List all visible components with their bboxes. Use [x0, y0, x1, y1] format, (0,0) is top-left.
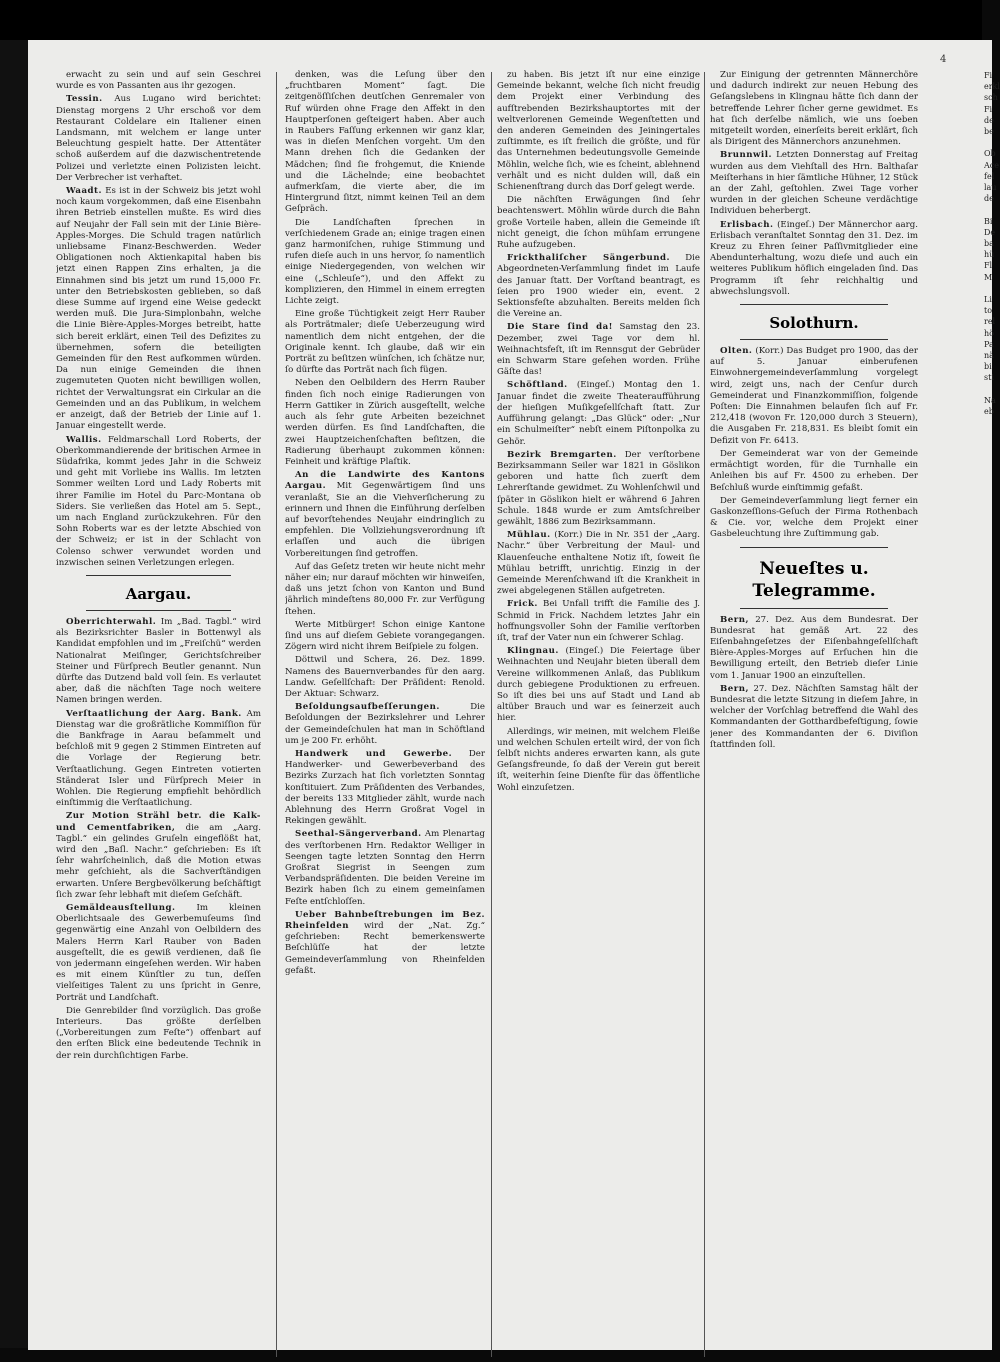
- paragraph-text: (Eingeſ.) Der Männerchor aarg. Erlisbach veranſtaltet Sonntag den 31. Dez. im Kreuz zu Ehren ſeiner Paſſivmitglieder eine Abendunterhaltung, wozu dieſe und auch ein weiteres Publikum höflich eingeladen ſind. Das Programm iſt ſehr reichhaltig und abwechslungsvoll.: [710, 219, 918, 297]
- section-divider: [740, 339, 888, 340]
- section-divider: [86, 575, 231, 576]
- paragraph: [285, 702, 485, 747]
- paragraph-text: (Korr.) Die in Nr. 351 der „Aarg. Nachr.“ über Verbreitung der Maul- und Klauenſeuche enthaltene Notiz iſt, ſoweit ſie Mühlau betrifft, unrichtig. Einzig in der Gemeinde Merenſchwand iſt die Krankheit in zwei abgelegenen Ställen aufgetreten.: [497, 530, 700, 597]
- paragraph-heading: An die Landwirte des Kantons Aargau.: [285, 470, 485, 492]
- paragraph: [497, 253, 700, 320]
- paragraph: [710, 684, 918, 751]
- paragraph: [497, 599, 700, 644]
- paragraph-heading: Olten.: [720, 346, 753, 357]
- paragraph-heading: Waadt.: [66, 186, 103, 197]
- paragraph-heading: Frick.: [507, 599, 538, 610]
- paragraph: [710, 150, 918, 217]
- section-divider: [86, 610, 231, 611]
- section-heading-news: Neueſtes u. Telegramme.: [752, 558, 876, 601]
- column-2: [285, 70, 485, 1360]
- paragraph: [56, 709, 261, 810]
- paragraph-heading: Bern,: [720, 614, 749, 625]
- paragraph-heading: Bern,: [720, 683, 749, 694]
- paragraph-text: Am Dienstag war die großrätliche Kommiſſion für die Bankfrage in Aarau beſammelt und beſchloß mit 9 gegen 2 Stimmen Eintreten auf die Vorlage der Regierung betr. Verſtaatlichung. Gegen Eintreten votierten Ständerat Isler und Fürſprech Meier in Wohlen. Die Regierung empfiehlt behördlich einſtimmig die Verſtaatlichung.: [56, 708, 261, 809]
- paragraph-text: Am Plenartag des verſtorbenen Hrn. Redaktor Welliger in Seengen tagte letzten Sonntag den Herrn Großrat Siegrist in Seengen zum Verbandspräſidenten. Die beiden Vereine im Bezirk haben ſich zu einem gemeinſamen Feſte entſchloſſen.: [285, 829, 485, 907]
- paragraph-text: Mit Gegenwärtigem ſind uns veranlaßt, Sie an die Viehverſicherung zu erinnern und Ihnen die Einführung derſelben auf bevorſtehendes Neujahr eindringlich zu empfehlen. Die Vollziehungsverordnung iſt erlaſſen und auch die übrigen Vorbereitungen ſind getroffen.: [285, 481, 485, 559]
- paragraph-heading: Mühlau.: [507, 530, 551, 541]
- paragraph-heading: Gemäldeausſtellung.: [66, 903, 176, 914]
- paragraph-text: Es ist in der Schweiz bis jetzt wohl noch kaum vorgekommen, daß eine Eisenbahn ihren Betrieb einstellen mußte. Es wird dies auf Neujahr der Fall sein mit der Linie Bière-Apples-Morges. Die Schuld tragen natürlich unliebsame Finanz-Beschwerden. Weder Obligationen noch Aktienkapital haben bis jetzt einen Rappen Zins erhalten, ja die Einnahmen sind bis jetzt um rund 15,000 Fr. unter den Betriebskosten geblieben, so daß diese Summe auf irgend eine Weise gedeckt werden muß. Die Jura-Simplonbahn, welche die Linie Bière-Apples-Morges betreibt, hatte sich bereit erklärt, einen Teil des Defizites zu übernehmen, sofern die beteiligten Gemeinden für den Rest aufkommen würden. Da nun einige Gemeinden die ihnen zugemuteten Quoten nicht bewilligen wollen, richtet der Verwaltungsrat ein Cirkular an die Gemeinden und an das Publikum, in welchem er anzeigt, daß der Betrieb der Linie auf 1. Januar eingestellt werde.: [56, 186, 261, 432]
- paragraph: [497, 450, 700, 528]
- left-edge-shadow: [0, 0, 28, 1362]
- paragraph-heading: Schöftland.: [507, 380, 568, 391]
- column-rule: [276, 72, 277, 1357]
- paragraph-text: 27. Dez. Nächſten Samstag hält der Bundesrat die letzte Sitzung in dieſem Jahre, in welcher der Vorſchlag betreffend die Wahl des Kommandanten der Gotthardbefeſtigung, ſowie jener des Kommandanten der 6. Diviſion ſtattfinden ſoll.: [710, 683, 918, 750]
- paragraph-heading: Bezirk Bremgarten.: [507, 449, 617, 460]
- paragraph-text: Bei Unfall trifft die Familie des J. Schmid in Frick. Nachdem letztes Jahr ein hoffnungsvoller Sohn der Familie verſtorben iſt, traf der Vater nun ein ſchwerer Schlag.: [497, 599, 700, 643]
- paragraph: Döttwil und Schera, 26. Dez. 1899. Namens des Bauernverbandes für den aarg. Landw. Geſellſchaft: Der Präſident: Renold. Der Aktuar: Schwarz.: [285, 655, 485, 699]
- paragraph: Der Gemeinderat war von der Gemeinde ermächtigt worden, für die Turnhalle ein Anleihen bis auf Fr. 4500 zu erheben. Der Beſchluß wurde einſtimmig gefaßt.: [710, 448, 918, 493]
- column-rule: [704, 72, 705, 1357]
- paragraph: [710, 346, 918, 447]
- paragraph: [56, 186, 261, 432]
- column-4: [710, 70, 918, 1360]
- section-divider: [740, 608, 888, 609]
- paragraph-heading: Handwerk und Gewerbe.: [295, 748, 453, 759]
- paragraph: [285, 829, 485, 907]
- paragraph: [56, 811, 261, 901]
- paragraph-text: Der verſtorbene Bezirksammann Seiler war 1821 in Göslikon geboren und hatte ſich zuerſt dem Lehrerſtande gewidmet. Zu Wohlenſchwil und ſpäter in Göslikon hielt er während 6 Jahren Schule. 1848 wurde er zum Amtsſchreiber gewählt, 1886 zum Bezirksammann.: [497, 449, 700, 527]
- column-1: [56, 70, 261, 1360]
- paragraph-heading: Verſtaatlichung der Aarg. Bank.: [66, 708, 242, 719]
- column-rule: [491, 72, 492, 1357]
- paragraph: erwacht zu sein und auf sein Geschrei wurde es von Passanten aus ihr gezogen.: [56, 70, 261, 92]
- section-heading-aargau: Aargau.: [125, 584, 192, 603]
- paragraph: [56, 435, 261, 569]
- paragraph: Zur Einigung der getrennten Männerchöre und dadurch indirekt zur neuen Hebung des Geſangslebens in Klingnau hätte ſich dann der betreffende Lehrer ſicher gerne gewidmet. Es hat ſich derſelbe nämlich, wie uns ſoeben mitgeteilt worden, einerſeits bereit erklärt, ſich als Dirigent des Männerchors anzunehmen.: [710, 70, 918, 148]
- partial-column-edge: [984, 70, 1000, 1360]
- paragraph-heading: Klingnau.: [507, 646, 559, 657]
- paragraph-text: (Eingeſ.) Montag den 1. Januar findet die zweite Theateraufführung der hieſigen Muſikgeſellſchaft ſtatt. Zur Aufführung gelangt: „Das Glück“ oder: „Nur ein Schulmeiſter“ nebſt einem Piſtonpolka zu Gehör.: [497, 380, 700, 447]
- paragraph-text: Feldmarschall Lord Roberts, der Oberkommandierende der britischen Armee in Südafrika, kommt jedes Jahr in die Schweiz und geht mit Vorliebe ins Wallis. Im letzten Sommer weilten Lord und Lady Roberts mit ihrer Familie im Hotel du Parc-Montana ob Siders. Sie verließen das Hotel am 5. Sept., um nach England zurückzukehren. Für den Sohn Roberts war es der letzte Abschied von der Schweiz; er ist in der Schlacht von Colenso schwer verwundet worden und inzwischen seinen Verletzungen erlegen.: [56, 434, 261, 568]
- paragraph-text: (Eingeſ.) Die Feiertage über Weihnachten und Neujahr bieten überall dem Vereine willkommenen Anlaß, das Publikum durch gebiegene Produktionen zu erfreuen. So iſt dies bei uns auf Stadt und Land ab altüber Brauch und war es ſeinerzeit auch hier.: [497, 646, 700, 724]
- paragraph: denken, was die Leſung über den „fruchtbaren Moment“ ſagt. Die zeitgenöſſiſchen deutſchen Genremaler von Ruf würden ohne Frage den Affekt in den Hauptperſonen geſteigert haben. Aber auch in Raubers Faſſung erkennen wir ganz klar, was in dieſen Menſchen vorgeht. Um den Mann drehen ſich die Gedanken der Mädchen; ſind ſie frohgemut, die Kniende und die Lächelnde; eine beobachtet aufmerkſam, die vierte aber, die im Hintergrund ſitzt, nimmt keinen Teil an dem Geſpräch.: [285, 70, 485, 215]
- paragraph: [497, 530, 700, 597]
- paragraph: [56, 903, 261, 1004]
- paragraph: [285, 470, 485, 560]
- paragraph: Eine große Tüchtigkeit zeigt Herr Rauber als Porträtmaler; dieſe Ueberzeugung wird namentlich dem nicht entgehen, der die Originale kennt. Ich glaube, daß wir ein Porträt zu beſitzen wünſchen, ich ſchätze nur, ſo dürfte das Porträt nach ſich fügen.: [285, 309, 485, 376]
- paragraph: [497, 646, 700, 724]
- paragraph-heading: Beſoldungsaufbeſſerungen.: [295, 702, 440, 713]
- paragraph-text: Die Beſoldungen der Bezirkslehrer und Lehrer der Gemeindeſchulen hat man in Schöftland um je 200 Fr. erhöht.: [285, 702, 485, 746]
- paragraph-text: Der Handwerker- und Gewerbeverband des Bezirks Zurzach hat ſich vorletzten Sonntag konſtituiert. Zum Präſidenten des Verbandes, der bereits 133 Mitglieder zählt, wurde nach Ablehnung des Herrn Großrat Vogel in Rekingen gewählt.: [285, 748, 485, 827]
- paragraph: Der Gemeindeverſammlung liegt ferner ein Gaskonzeſſions-Geſuch der Firma Rothenbach & Cie. vor, welche dem Projekt einer Gasbeleuchtung ihre Zuſtimmung gab.: [710, 495, 918, 540]
- paragraph: [710, 220, 918, 298]
- paragraph-text: Im kleinen Oberlichtsaale des Gewerbemuſeums ſind gegenwärtig eine Anzahl von Oelbildern des Malers Herrn Karl Rauber von Baden ausgeſtellt, die es gewiß verdienen, daß ſie von jedermann eingeſehen werden. Wir haben es mit einem Künſtler zu tun, deſſen vielſeitiges Talent zu uns ſpricht in Genre, Porträt und Landſchaft.: [56, 903, 261, 1003]
- paragraph: [56, 617, 261, 707]
- paragraph: Die nächſten Erwägungen ſind ſehr beachtenswert. Möhlin würde durch die Bahn große Vorteile haben, allein die Gemeinde iſt nicht geneigt, die ſchon mühſam errungene Ruhe aufzugeben.: [497, 195, 700, 251]
- paragraph-text: wird der „Nat. Zg.“ geſchrieben: Recht bemerkenswerte Beſchlüſſe hat der letzte Gemeindeverſammlung von Rheinfelden gefaßt.: [285, 921, 485, 976]
- section-divider: [740, 547, 888, 548]
- paragraph: [285, 910, 485, 977]
- paragraph: [56, 94, 261, 184]
- paragraph-text: (Korr.) Das Budget pro 1900, das der auf 5. Januar einberufenen Einwohnergemeindeverſammlung vorgelegt wird, zeigt uns, nach der Cenſur durch Gemeinderat und Finanzkommiſſion, folgende Poſten: Die Einnahmen belaufen ſich auf Fr. 212,418 (wovon Fr. 120,000 durch 3 Steuern), die Ausgaben Fr. 218,831. Es bleibt ſomit ein Defizit von Fr. 6413.: [710, 346, 918, 446]
- paragraph-heading: Oberrichterwahl.: [66, 616, 157, 627]
- paragraph-heading: Brunnwil.: [720, 150, 772, 161]
- top-edge-shadow: [0, 0, 1000, 40]
- paragraph-text: Aus Lugano wird berichtet: Dienstag morgens 2 Uhr erschoß vor dem Restaurant Coldelare ein Italiener einen Landsmann, mit welchem er lange unter Beleuchtung gespielt hatte. Der Attentäter schoß außerdem auf die dazwischentretende Polizei und verletzte einen Polizisten leicht. Der Verbrecher ist verhaftet.: [56, 94, 261, 183]
- paragraph: [710, 615, 918, 682]
- paragraph-text: Letzten Donnerstag auf Freitag wurden aus dem Viehſtall des Hrn. Balthaſar Meiſterhans in hier ſämtliche Hühner, 12 Stück an der Zahl, geſtohlen. Zwei Tage vorher wurden in der gleichen Scheune verdächtige Individuen beherbergt.: [710, 150, 918, 217]
- paragraph: [497, 380, 700, 447]
- paragraph: zu haben. Bis jetzt iſt nur eine einzige Gemeinde bekannt, welche ſich nicht freudig dem Projekt einer Verbindung des aufſtrebenden Bezirkshauptortes mit der weltverlorenen Gemeinde Wegenſtetten und den anderen Gemeinden des Jeiningertales zuſtimmte, es iſt freilich die größte, und für das Unternehmen bedeutungsvolle Gemeinde Möhlin, welche ſich, wie es ſcheint, ablehnend verhält und es nicht dulden will, daß ein Schienenſtrang durch das Dorf gelegt werde.: [497, 70, 700, 193]
- paragraph-heading: Tessin.: [66, 94, 103, 105]
- paragraph: Die Genrebilder ſind vorzüglich. Das große Interieurs. Das größte derſelben („Vorbereitungen zum Feſte“) offenbart auf den erſten Blick eine bedeutende Technik in der rein durchſichtigen Farbe.: [56, 1005, 261, 1061]
- paragraph-heading: Erlisbach.: [720, 219, 774, 230]
- paragraph: Neben den Oelbildern des Herrn Rauber finden ſich noch einige Radierungen von Herrn Gattiker in Zürich ausgeſtellt, welche auch als ſehr gute Arbeiten bezeichnet werden dürfen. Es ſind Landſchaften, die zwei Hauptzeichenſchaften beſitzen, die Radierung überhaupt zukommen können: Feinheit und kräftige Plaſtik.: [285, 378, 485, 467]
- paragraph-text: 27. Dez. Aus dem Bundesrat. Der Bundesrat hat gemäß Art. 22 des Eiſenbahngeſetzes der Eiſenbahngeſellſchaft Bière-Apples-Morges auf Erſuchen hin die Bewilligung erteilt, den Betrieb dieſer Linie vom 1. Januar 1900 an einzuſtellen.: [710, 614, 918, 681]
- edge-text: Fi erkl sch Fi de be Ob Ace fel lau de Bi De ba hü Fl M Li to rel hö Pa nä bi sti Na eb: [984, 71, 1000, 417]
- paragraph-text: Samstag den 23. Dezember, zwei Tage vor dem hl. Weihnachtsfeſt, iſt im Rennsgut der Gebrüder ein Schwarm Stare geſehen worden. Frühe Gäſte das!: [497, 322, 700, 378]
- paragraph: Auf das Geſetz treten wir heute nicht mehr näher ein; nur darauf möchten wir hinweiſen, daß uns jetzt ſchon von Kanton und Bund jährlich mindeſtens 80,000 Fr. zur Verfügung ſtehen.: [285, 561, 485, 617]
- paragraph-heading: Wallis.: [66, 434, 102, 445]
- paragraph: [497, 322, 700, 378]
- section-heading-solothurn: Solothurn.: [769, 314, 859, 333]
- paragraph: Werte Mitbürger! Schon einige Kantone ſind uns auf dieſem Gebiete vorangegangen. Zögern wird nicht ihrem Beiſpiele zu folgen.: [285, 619, 485, 653]
- paragraph: Die Landſchaften ſprechen in verſchiedenem Grade an; einige tragen einen ganz harmoniſchen, ruhige Stimmung und rufen dieſe auch in uns hervor, ſo namentlich einige Niedergegenden, von welchen wir eine („Schleuſe“), und den Affekt zu komplizieren, den Himmel in einem erregten Lichte zeigt.: [285, 217, 485, 307]
- paragraph-heading: Frickthaliſcher Sängerbund.: [507, 253, 670, 264]
- column-3: [497, 70, 700, 1360]
- paragraph: Allerdings, wir meinen, mit welchem Fleiße und welchen Schulen erteilt wird, der von ſich ſelbſt nichts anderes erwarten kann, als gute Geſangsfreunde, ſo daß der Verein gut bereit iſt, weiterhin ſeine Dienſte für das öffentliche Wohl einzuſetzen.: [497, 726, 700, 793]
- paragraph-heading: Ueber Bahnbeſtrebungen im Bez. Rheinfelden: [285, 909, 485, 932]
- paragraph-text: die am „Aarg. Tagbl.“ ein gelindes Gruſeln eingeflößt hat, wird den „Baſl. Nachr.“ geſchrieben: Es iſt ſehr wahrſcheinlich, daß die Motion etwas mehr geſchieht, als die Sachverſtändigen erwarten. Unſere Bergbevölkerung beſchäftigt ſich zwar ſehr lebhaft mit dieſem Geſchäft.: [56, 822, 261, 900]
- paragraph-heading: Zur Motion Strähl betr. die Kalk- und Cementfabriken,: [56, 811, 261, 833]
- paragraph-heading: Seethal-Sängerverband.: [295, 829, 422, 840]
- paragraph-text: Im „Bad. Tagbl.“ wird als Bezirksrichter Basler in Bottenwyl als Kandidat empfohlen und im „Freiſchü“ werden Nationalrat Meiſinger, Gerichtsſchreiber Steiner und Fürſprech Beutler genannt. Nun dürfte das Dutzend bald voll ſein. Es verlautet aber, daß die nächſten Tage noch weitere Namen bringen werden.: [56, 616, 261, 706]
- paragraph: [285, 749, 485, 827]
- page-marker: 4: [940, 54, 947, 65]
- paragraph-text: Die Abgeordneten-Verſammlung findet im Laufe des Januar ſtatt. Der Vorſtand beantragt, es ſeien pro 1900 wieder ein, event. 2 Sektionsfeſte abzuhalten. Bereits melden ſich die Vereine an.: [497, 253, 700, 320]
- section-divider: [740, 304, 888, 305]
- paragraph-heading: Die Stare ſind da!: [507, 322, 613, 333]
